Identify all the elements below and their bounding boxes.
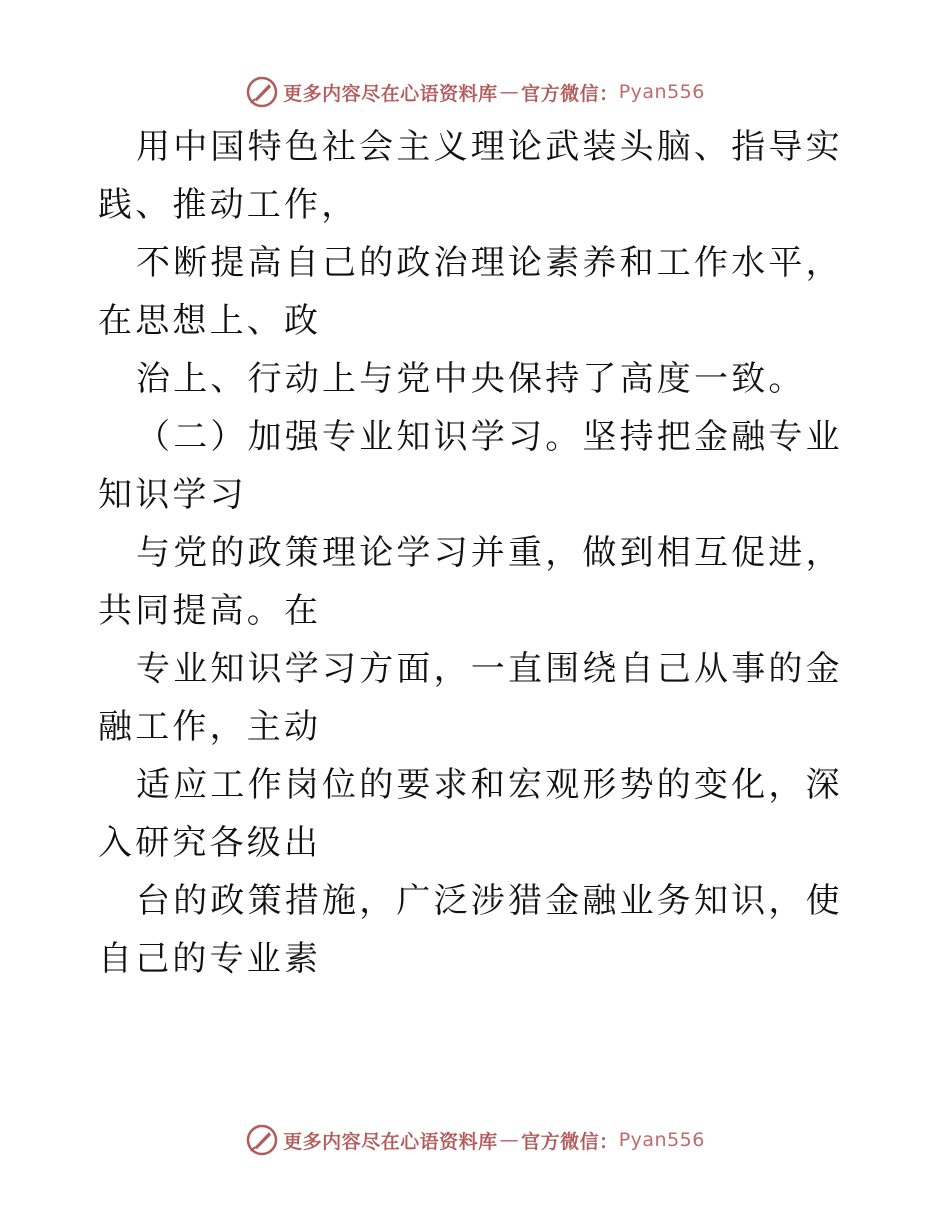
quill-pen-icon [245, 75, 279, 109]
watermark-text: 更多内容尽在心语资料库 [283, 82, 498, 105]
watermark-wechat-label: 官方微信： [521, 1130, 619, 1153]
footer-watermark [0, 1120, 950, 1160]
header-watermark [0, 72, 950, 112]
watermark-dash: — [499, 81, 520, 103]
paragraph-4: （二）加强专业知识学习。坚持把金融专业知识学习 [98, 417, 843, 515]
paragraph-3: 治上、行动上与党中央保持了高度一致。 [136, 359, 806, 399]
paragraph-1: 用中国特色社会主义理论武装头脑、指导实践、推动工作， [98, 127, 843, 225]
paragraph-5: 与党的政策理论学习并重，做到相互促进，共同提高。在 [98, 533, 843, 631]
watermark-text: 更多内容尽在心语资料库 [283, 1130, 498, 1153]
paragraph-7: 适应工作岗位的要求和宏观形势的变化，深入研究各级出 [98, 765, 843, 863]
watermark-wechat-id: Pyan556 [618, 81, 705, 103]
watermark-wechat-label: 官方微信： [521, 82, 619, 105]
paragraph-2: 不断提高自己的政治理论素养和工作水平，在思想上、政 [98, 243, 843, 341]
quill-pen-icon [245, 1123, 279, 1157]
paragraph-8: 台的政策措施，广泛涉猎金融业务知识，使自己的专业素 [98, 881, 843, 979]
paragraph-6: 专业知识学习方面，一直围绕自己从事的金融工作，主动 [98, 649, 843, 747]
watermark-dash: — [499, 1129, 520, 1151]
document-body [98, 118, 858, 988]
watermark-wechat-id: Pyan556 [618, 1129, 705, 1151]
